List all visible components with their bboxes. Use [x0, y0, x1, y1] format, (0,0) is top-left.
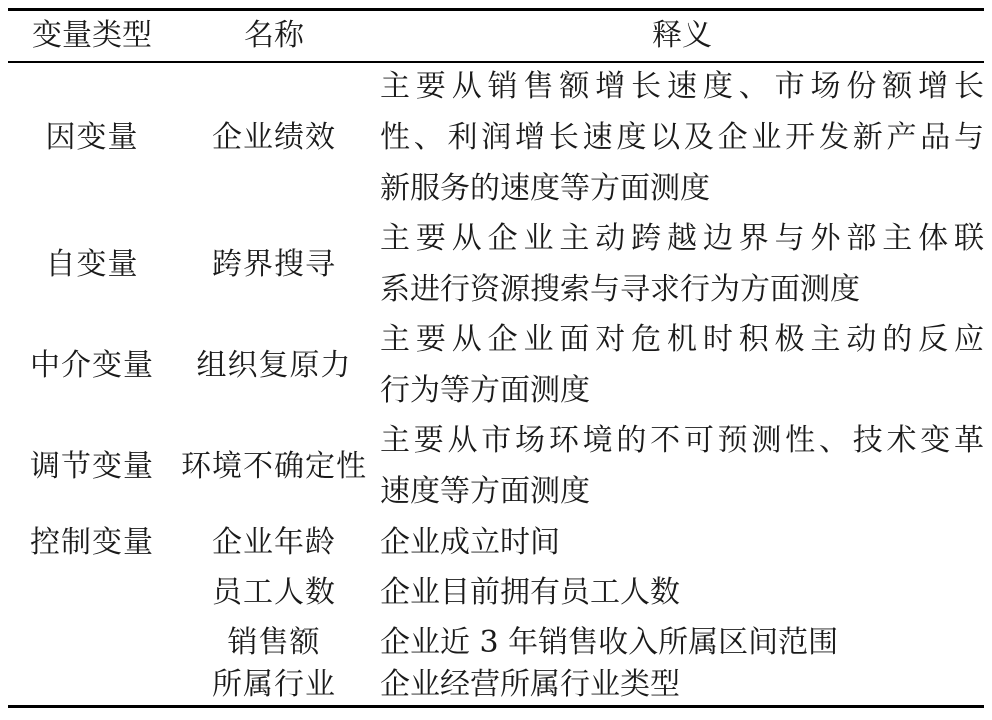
definition-line: 速度等方面测度: [380, 474, 590, 509]
definition-line: 主要从销售额增长速度、市场份额增长: [380, 69, 984, 104]
definition-line: 性、利润增长速度以及企业开发新产品与: [380, 120, 984, 155]
row-type: 中介变量: [30, 348, 154, 383]
header-type: 变量类型: [32, 18, 152, 53]
row-type: 控制变量: [30, 525, 154, 560]
row-name: 跨界搜寻: [212, 247, 336, 282]
definition-line: 企业成立时间: [380, 525, 560, 560]
row-name: 组织复原力: [196, 348, 352, 383]
row-definition: [380, 517, 984, 568]
definition-line: 主要从市场环境的不可预测性、技术变革: [380, 423, 984, 458]
definition-line: 企业经营所属行业类型: [380, 667, 680, 702]
row-name: 企业绩效: [212, 120, 336, 155]
definition-line: 主要从企业面对危机时积极主动的反应: [380, 322, 984, 357]
header-name: 名称: [244, 18, 304, 53]
definition-line: 行为等方面测度: [380, 373, 590, 408]
definition-line: 主要从企业主动跨越边界与外部主体联: [380, 221, 984, 256]
row-definition: [380, 659, 984, 710]
definition-line: 系进行资源搜索与寻求行为方面测度: [380, 272, 860, 307]
row-definition: [380, 213, 984, 315]
header-definition: 释义: [652, 18, 712, 53]
row-name: 企业年龄: [212, 525, 336, 560]
definition-line: 企业目前拥有员工人数: [380, 575, 680, 610]
bottom-rule: [8, 705, 984, 708]
row-name: 销售额: [227, 625, 321, 660]
row-definition: [380, 415, 984, 517]
definition-line: 企业近 3 年销售收入所属区间范围: [380, 625, 839, 660]
row-type: 自变量: [45, 247, 139, 282]
variables-table: [8, 8, 984, 708]
row-name: 所属行业: [212, 667, 336, 702]
row-definition: [380, 567, 984, 618]
row-name: 员工人数: [212, 575, 336, 610]
definition-line: 新服务的速度等方面测度: [380, 171, 710, 206]
row-type: 调节变量: [30, 449, 154, 484]
row-type: 因变量: [45, 120, 139, 155]
row-definition: [380, 314, 984, 416]
row-name: 环境不确定性: [181, 449, 367, 484]
row-definition: [380, 61, 984, 214]
